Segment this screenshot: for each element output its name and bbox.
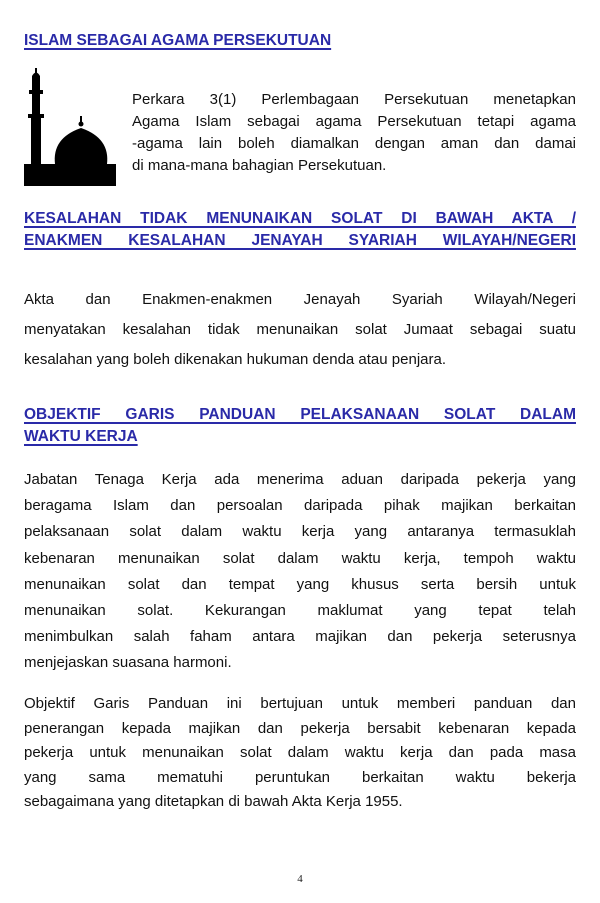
section-heading-islam [24,30,576,52]
page-number: 4 [297,873,303,885]
text-line: Agama Islam sebagai agama Persekutuan tetapi agama [132,113,576,130]
heading-line: ISLAM SEBAGAI AGAMA PERSEKUTUAN [24,32,332,49]
text-line: penerangan kepada majikan dan pekerja bersabit kebenaran kepada [24,719,576,737]
text-line: yang sama mematuhi peruntukan berkaitan waktu bekerja [24,768,576,786]
text-line: Objektif Garis Panduan ini bertujuan untuk memberi panduan dan [24,695,576,712]
heading-line: ENAKMEN KESALAHAN JENAYAH SYARIAH WILAYAH/NEGERI [24,232,576,249]
text-line: Akta dan Enakmen-enakmen Jenayah Syariah Wilayah/Negeri [24,291,576,308]
paragraph-offence [24,285,576,375]
paragraph-constitution [132,89,576,177]
text-line: menyatakan kesalahan tidak menunaikan solat Jumaat sebagai suatu [24,321,576,338]
heading-line: OBJEKTIF GARIS PANDUAN PELAKSANAAN SOLAT DALAM [24,406,576,423]
paragraph-objective [24,692,576,815]
text-line: pekerja untuk menunaikan solat dalam waktu kerja dan pada masa [24,744,576,762]
paragraph-complaints [24,467,576,677]
text-line: Perkara 3(1) Perlembagaan Persekutuan menetapkan [132,91,576,108]
mosque-icon [22,66,122,188]
heading-line: KESALAHAN TIDAK MENUNAIKAN SOLAT DI BAWAH AKTA / [24,210,576,227]
text-line: pelaksanaan solat dalam waktu kerja yang antaranya termasuklah [24,523,576,541]
text-line: menunaikan solat dan tempat yang khusus serta bersih untuk [24,575,576,593]
text-line: di mana-mana bahagian Persekutuan. [132,157,387,174]
text-line: sebagaimana yang ditetapkan di bawah Akta Kerja 1955. [24,793,403,811]
text-line: kebenaran menunaikan solat dalam waktu kerja, tempoh waktu [24,549,576,567]
text-line: menjejaskan suasana harmoni. [24,654,232,672]
text-line: menunaikan solat. Kekurangan maklumat yang tepat telah [24,602,576,620]
text-line: kesalahan yang boleh dikenakan hukuman denda atau penjara. [24,351,446,368]
text-line: menimbulkan salah faham antara majikan dan pekerja seterusnya [24,628,576,646]
section-heading-offence [24,208,576,252]
text-line: -agama lain boleh diamalkan dengan aman dan damai [132,135,576,152]
text-line: Jabatan Tenaga Kerja ada menerima aduan daripada pekerja yang [24,471,576,488]
heading-line: WAKTU KERJA [24,428,138,445]
text-line: beragama Islam dan persoalan daripada pihak majikan berkaitan [24,497,576,515]
section-heading-objective [24,404,576,448]
